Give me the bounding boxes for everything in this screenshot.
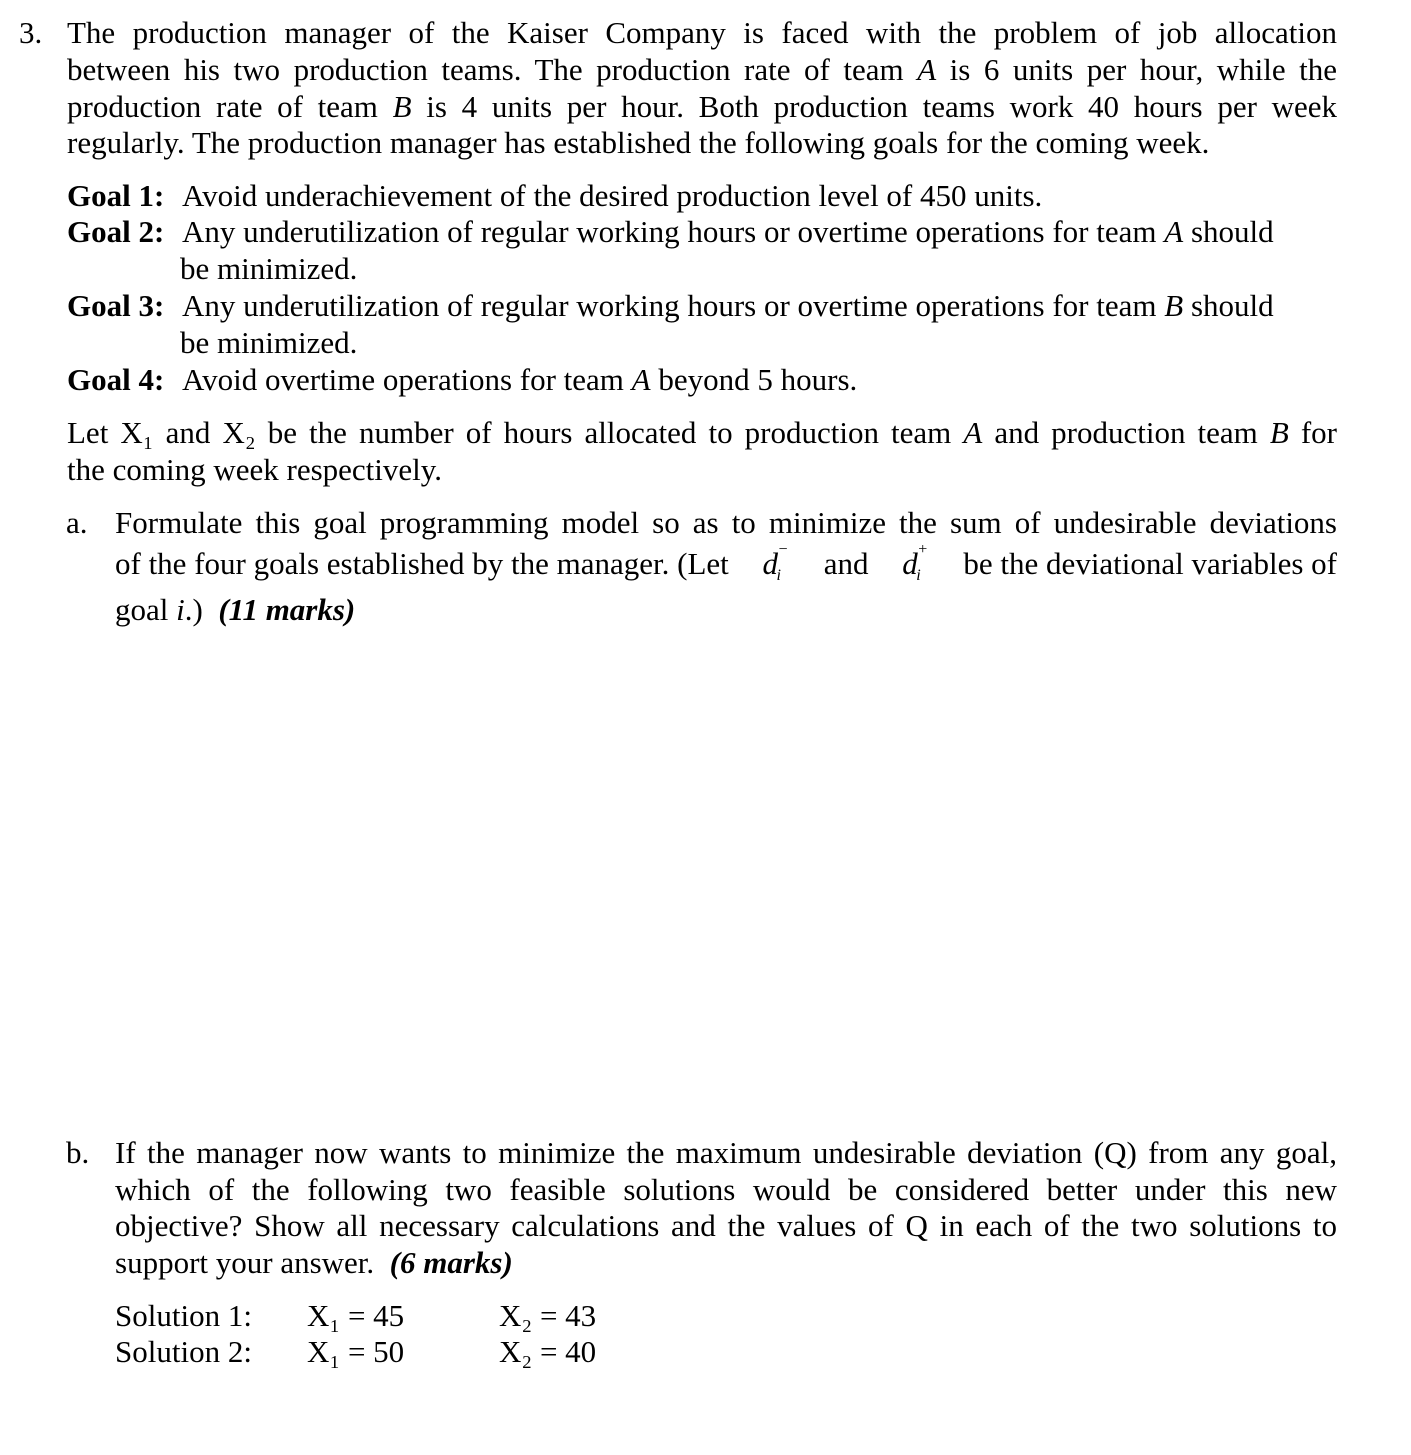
goal-4-text: Avoid overtime operations for team A beyond 5 hours. (182, 362, 858, 397)
intro-line-1: The production manager of the Kaiser Company is faced with the problem of job allocation (67, 15, 1337, 50)
solution-1-x1: X₁ = 45 (307, 1298, 405, 1333)
solution-1-label: Solution 1: (115, 1298, 252, 1333)
part-a-line-1: Formulate this goal programming model so as to minimize the sum of undesirable deviations (115, 505, 1337, 540)
part-b-line-1: If the manager now wants to minimize the maximum undesirable deviation (Q) from any goal, (115, 1135, 1337, 1170)
goal-3-label: Goal 3: (67, 288, 165, 323)
solution-1-x2: X₂ = 43 (499, 1298, 597, 1333)
part-b-line-3: objective? Show all necessary calculations and the values of Q in each of the two solutions to (115, 1208, 1337, 1243)
part-b-line-2: which of the following two feasible solutions would be considered better under this new (115, 1172, 1337, 1207)
solution-2-x1: X₁ = 50 (307, 1334, 405, 1369)
goal-2-text: Any underutilization of regular working hours or overtime operations for team A should (182, 214, 1274, 249)
part-a-line-3: goal i.) (11 marks) (115, 592, 356, 627)
part-b-letter: b. (66, 1135, 90, 1170)
part-a-marks: (11 marks) (218, 592, 356, 627)
goal-2-text-cont: be minimized. (180, 251, 358, 286)
goal-1-label: Goal 1: (67, 178, 165, 213)
let-line-2: the coming week respectively. (67, 452, 443, 487)
part-a-and-word: and (823, 546, 869, 581)
part-b-line-4: support your answer. (6 marks) (115, 1245, 513, 1280)
goal-2-label: Goal 2: (67, 214, 165, 249)
d-plus-variable: d + i (902, 541, 928, 584)
part-b-marks: (6 marks) (389, 1245, 513, 1280)
part-a-letter: a. (66, 505, 88, 540)
goal-4-label: Goal 4: (67, 362, 165, 397)
solution-2-x2: X₂ = 40 (499, 1334, 597, 1369)
intro-line-4: regularly. The production manager has established the following goals for the coming week. (67, 125, 1210, 160)
intro-line-3: production rate of team B is 4 units per hour. Both production teams work 40 hours per week (67, 89, 1337, 124)
part-a-line-2-pre: of the four goals established by the manager. (Let (115, 546, 729, 581)
intro-line-2: between his two production teams. The production rate of team A is 6 units per hour, while the (67, 52, 1338, 87)
solution-2-label: Solution 2: (115, 1334, 252, 1369)
question-number: 3. (19, 15, 43, 50)
goal-3-text-cont: be minimized. (180, 325, 358, 360)
goal-1-text: Avoid underachievement of the desired production level of 450 units. (182, 178, 1043, 213)
part-a-line-2-post: be the deviational variables of (963, 546, 1337, 581)
d-minus-variable: d − i (762, 541, 788, 584)
part-a-line-2 (115, 541, 1337, 584)
goal-index-i: i (176, 592, 185, 627)
goal-3-text: Any underutilization of regular working hours or overtime operations for team B should (182, 288, 1274, 323)
let-line-1: Let X₁ and X₂ be the number of hours allocated to production team A and production team B for (67, 415, 1337, 450)
